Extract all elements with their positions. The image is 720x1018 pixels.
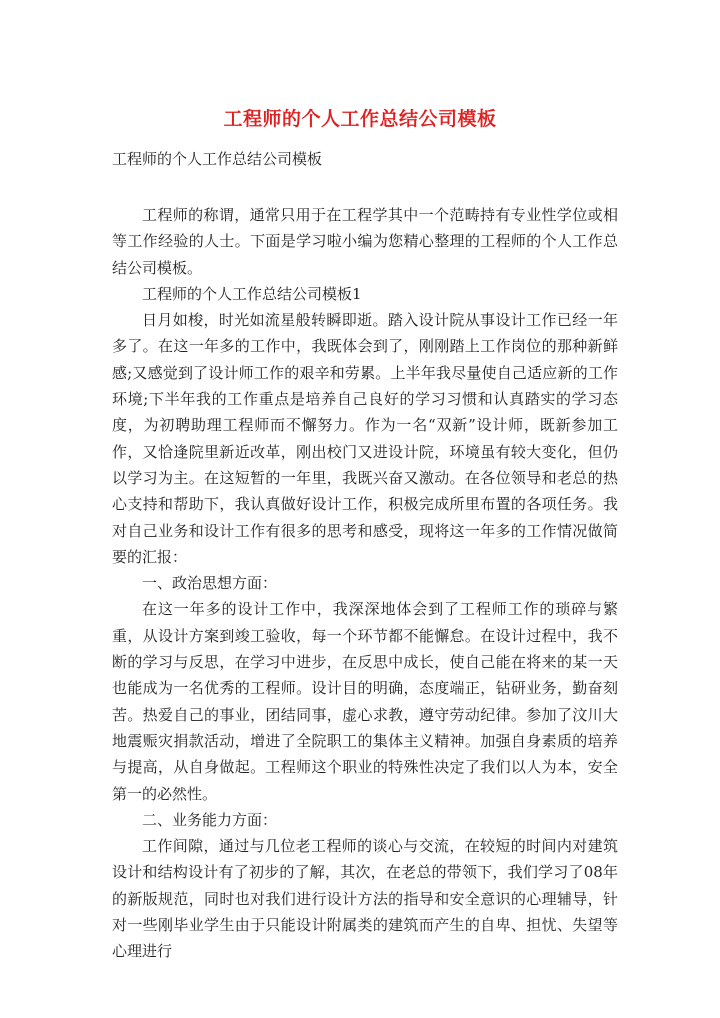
- document-subtitle: 工程师的个人工作总结公司模板: [112, 150, 323, 168]
- section-heading-template-1: 工程师的个人工作总结公司模板1: [142, 284, 362, 303]
- paragraph-political: 在这一年多的设计工作中，我深深地体会到了工程师工作的琐碎与繁重，从设计方案到竣工验收，每一个环节都不能懈怠。在设计过程中，我不断的学习与反思，在学习中进步，在反思中成长，使自己能在将来的某一天也能成为一名优秀的工程师。设计目的明确，态度端正，钻研业务，勤奋刻苦。热爱自己的事业，团结同事，虚心求教，遵守劳动纪律。参加了汶川大地震赈灾捐款活动，增进了全院职工的集体主义精神。加强自身素质的培养与提高，从自身做起。工程师这个职业的特殊性决定了我们以人为本，安全第一的必然性。: [112, 600, 618, 803]
- paragraph-intro: 工程师的称谓，通常只用于在工程学其中一个范畴持有专业性学位或相等工作经验的人士。下面是学习啦小编为您精心整理的工程师的个人工作总结公司模板。: [112, 206, 618, 277]
- section-heading-business: 二、业务能力方面：: [142, 810, 278, 829]
- document-title: 工程师的个人工作总结公司模板: [223, 108, 497, 130]
- paragraph-business: 工作间隙，通过与几位老工程师的谈心与交流，在较短的时间内对建筑设计和结构设计有了初步的了解，其次，在老总的带领下，我们学习了08年的新版规范，同时也对我们进行设计方法的指导和安全意识的心理辅导，针对一些刚毕业学生由于只能设计附属类的建筑而产生的自卑、担忧、失望等心理进行: [112, 837, 618, 961]
- section-heading-political: 一、政治思想方面：: [142, 574, 278, 593]
- paragraph-overview: 日月如梭，时光如流星般转瞬即逝。踏入设计院从事设计工作已经一年多了。在这一年多的工作中，我既体会到了，刚刚踏上工作岗位的那种新鲜感;又感觉到了设计师工作的艰辛和劳累。上半年我尽量使自己适应新的工作环境;下半年我的工作重点是培养自己良好的学习习惯和认真踏实的学习态度，为初聘助理工程师而不懈努力。作为一名“双新”设计师，既新参加工作，又恰逢院里新近改革，刚出校门又进设计院，环境虽有较大变化，但仍以学习为主。在这短暂的一年里，我既兴奋又激动。在各位领导和老总的热心支持和帮助下，我认真做好设计工作，积极完成所里布置的各项任务。我对自己业务和设计工作有很多的思考和感受，现将这一年多的工作情况做简要的汇报：: [112, 311, 618, 566]
- document-body: [112, 202, 618, 965]
